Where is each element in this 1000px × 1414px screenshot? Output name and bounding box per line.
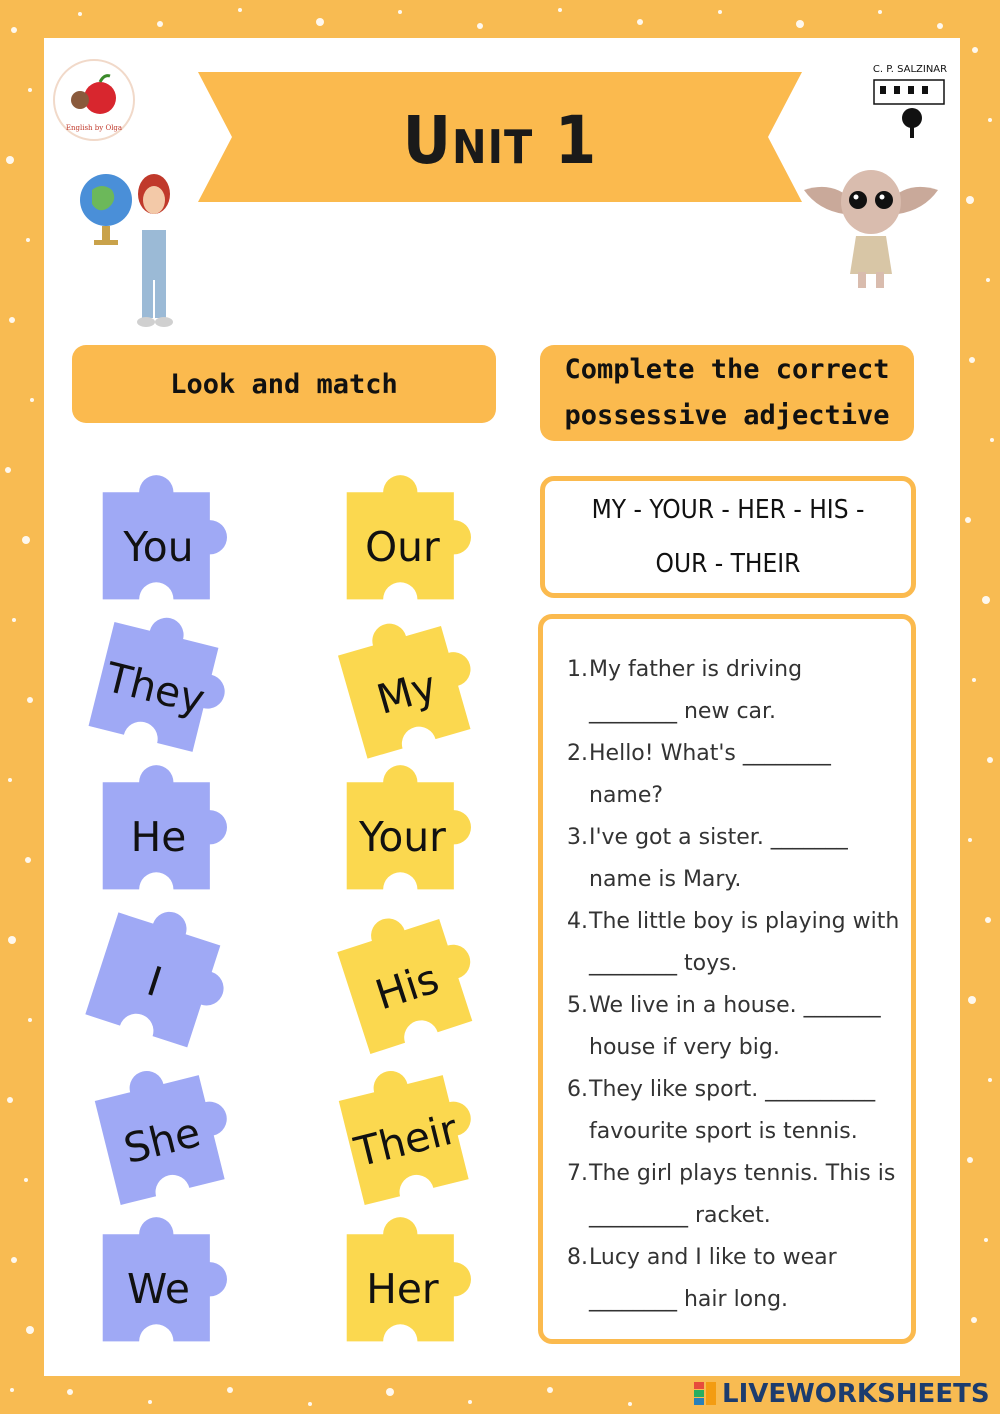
puzzle-shape [85,896,242,1053]
school-logo [866,56,956,146]
pronoun-they-label: They [101,653,210,724]
possessive-my-label: My [371,661,442,724]
sentence-item[interactable]: 8. Lucy and I like to wear ________ hair long. [567,1245,837,1312]
sentence-item[interactable]: 1. My father is driving ________ new car. [567,657,803,724]
word-bank-line2: OUR - THEIR [655,549,801,579]
sentence-item[interactable]: 3. I've got a sister. _______ name is Mary. [567,825,848,892]
sentence-list [567,649,907,1321]
dobby-figure [796,160,946,290]
pronoun-she-label: She [119,1107,206,1174]
possessive-her-label: Her [366,1264,439,1313]
complete-title-line1: Complete the correct [564,354,890,385]
sentence-item[interactable]: 2. Hello! What's ________ name? [567,741,831,808]
word-bank [540,476,916,598]
sentences-box [538,614,916,1344]
page-title: Unit 1 [402,102,598,179]
pronoun-i-label: I [141,956,168,1007]
possessive-our-label: Our [365,522,440,571]
liveworksheets-icon [694,1382,716,1406]
look-and-match-title: Look and match [170,368,398,400]
english-by-olga-logo [52,58,136,142]
sentence-item[interactable]: 6. They like sport. __________ favourite sport is tennis. [567,1077,876,1144]
possessive-your-piece[interactable] [336,748,486,898]
footer-brand-text: LIVEWORKSHEETS [722,1379,990,1409]
sentence-item[interactable]: 7. The girl plays tennis. This is _________ racket. [567,1161,896,1228]
possessive-his-label: His [369,954,445,1020]
logo-text: English by Olga [65,124,123,132]
svg-text:C. P. SALZINAR: C. P. SALZINAR [872,64,948,75]
teacher-avatar [76,160,186,330]
sentence-item[interactable]: 5. We live in a house. _______ house if very big. [567,993,881,1060]
pronoun-we-label: We [126,1264,190,1313]
pronoun-he-piece[interactable] [92,748,242,898]
liveworksheets-logo[interactable] [694,1378,994,1410]
pronoun-he-label: He [130,812,187,861]
possessive-their-label: Their [349,1104,463,1177]
pronoun-we-piece[interactable] [92,1200,242,1350]
pronoun-you-label: You [123,522,194,571]
possessive-our-piece[interactable] [336,458,486,608]
look-and-match-header [72,345,496,423]
possessive-her-piece[interactable] [336,1200,486,1350]
word-bank-line1: MY - YOUR - HER - HIS - [591,495,865,525]
complete-header [540,345,914,441]
pronoun-you-piece[interactable] [92,458,242,608]
sentence-item[interactable]: 4. The little boy is playing with ________ toys. [567,909,900,976]
possessive-your-label: Your [358,812,446,861]
complete-title-line2: possessive adjective [564,400,890,431]
